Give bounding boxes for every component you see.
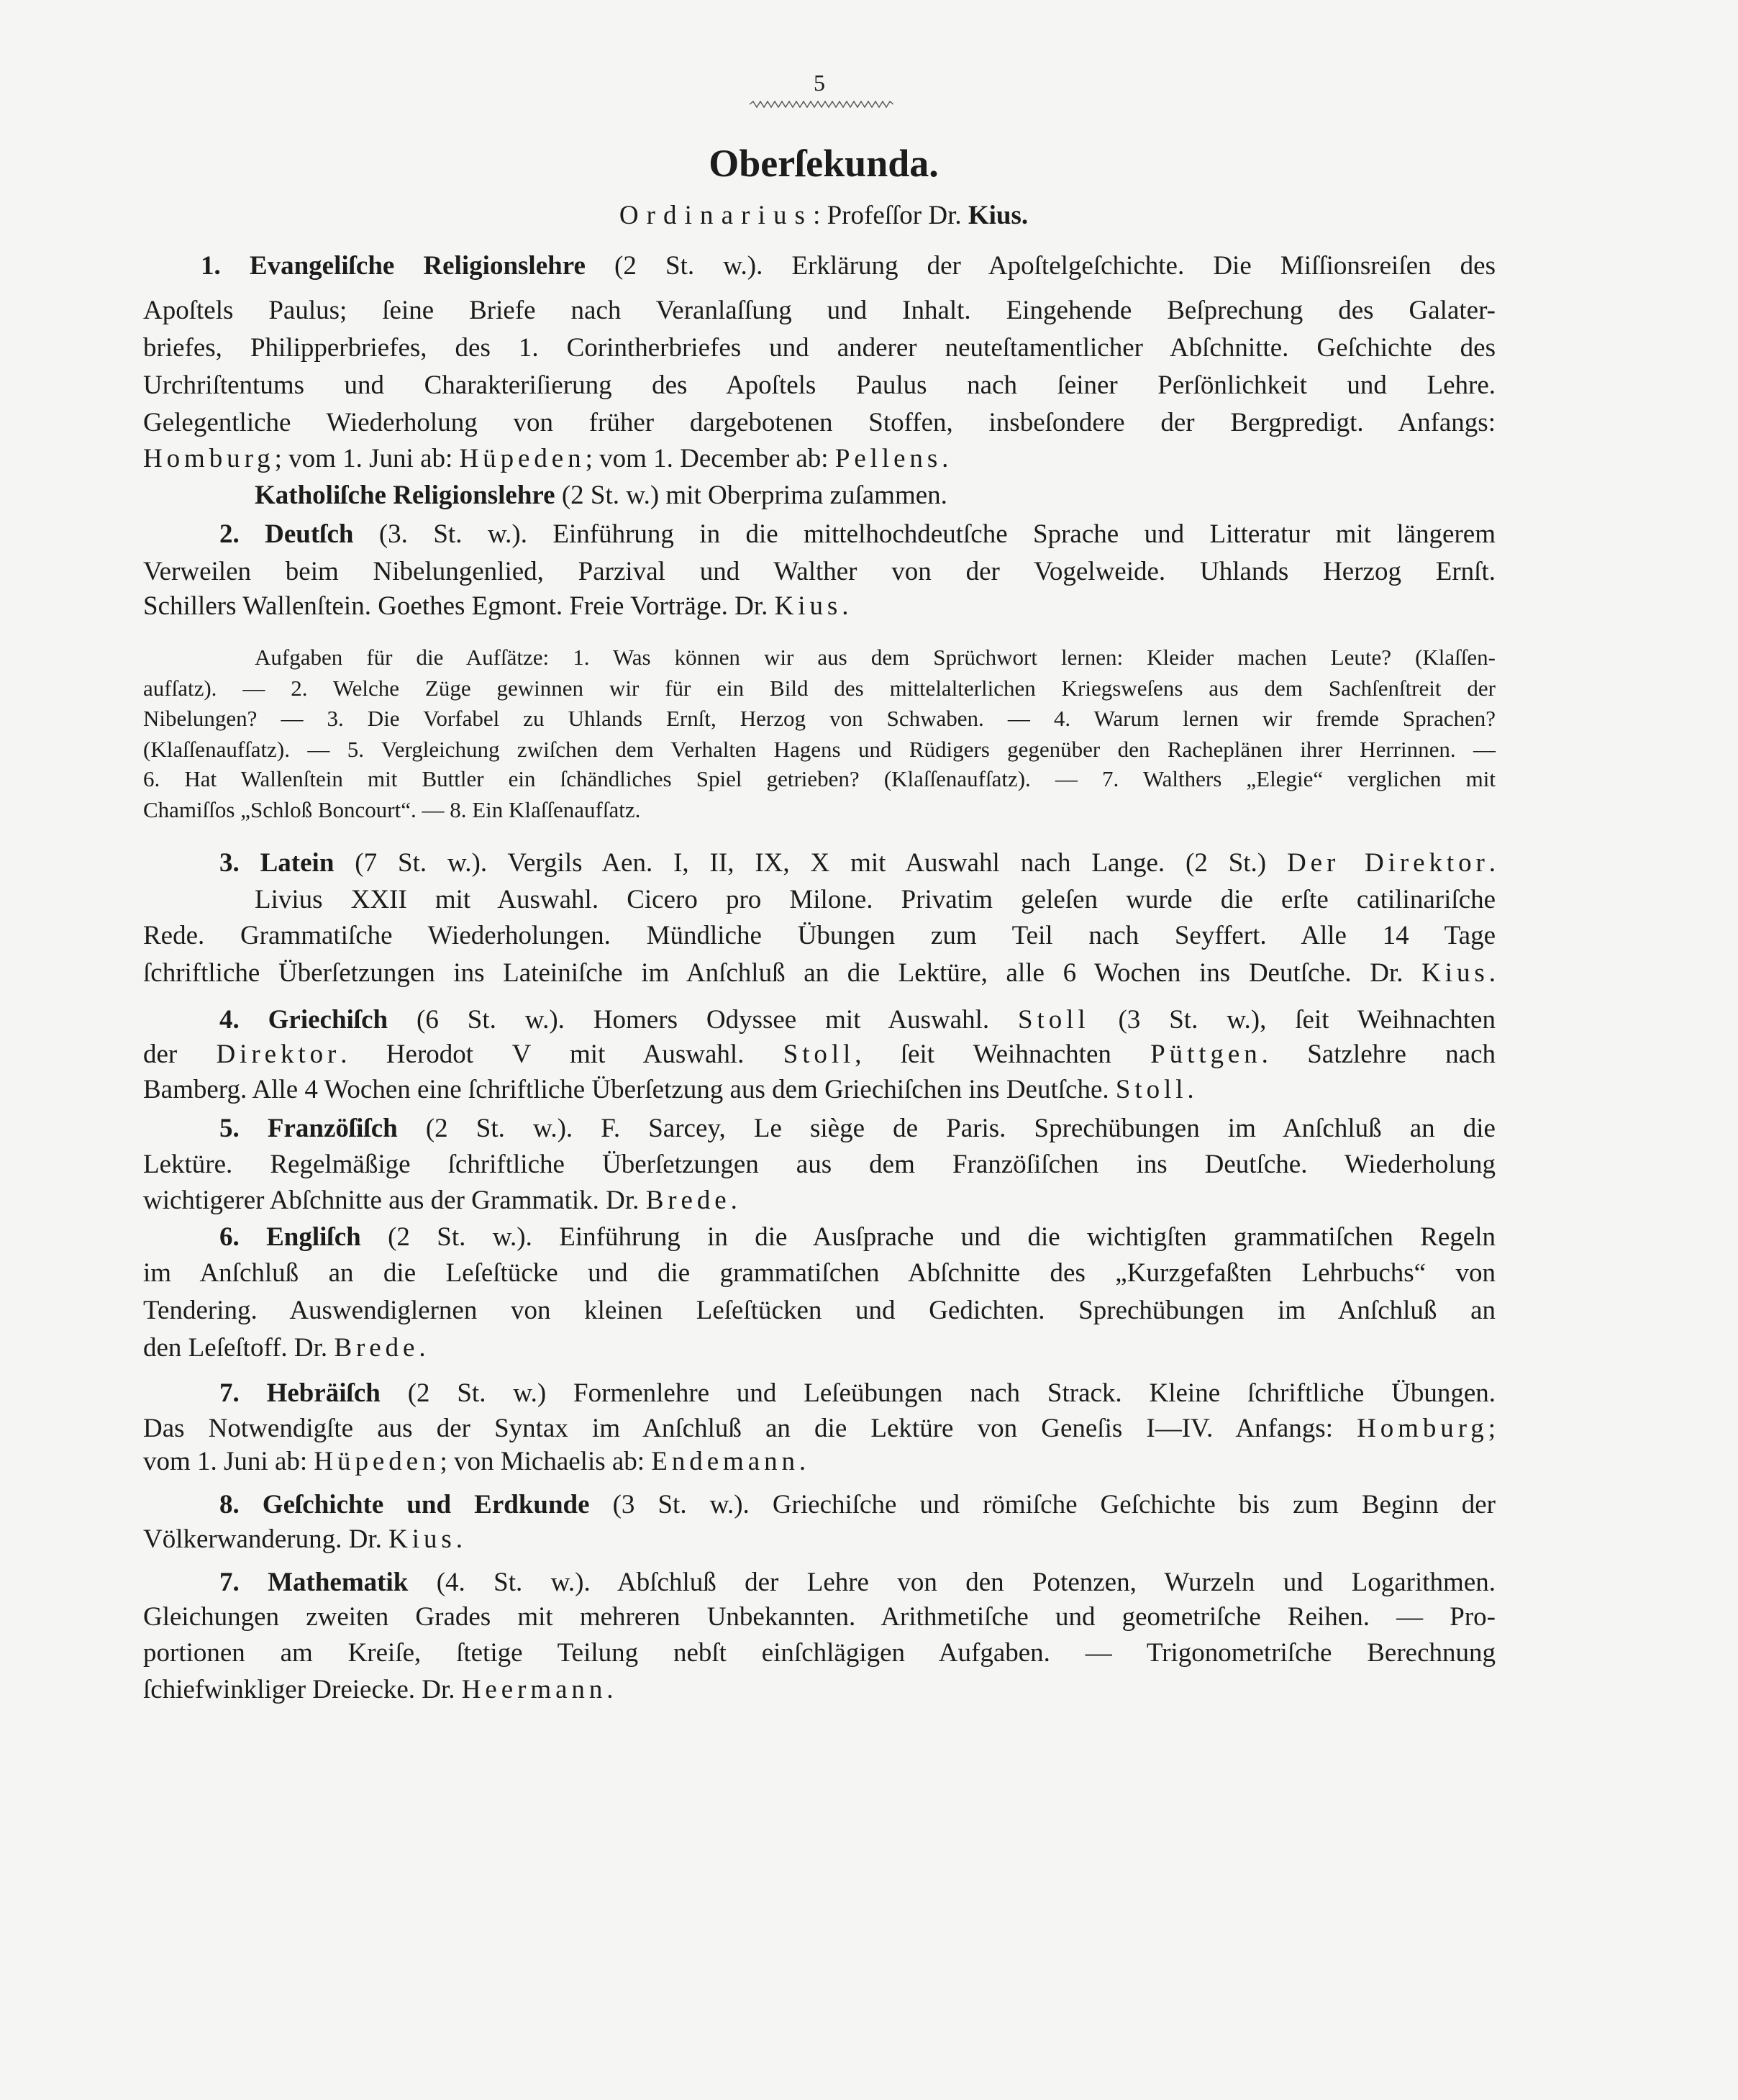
text-line <box>143 1183 1496 1218</box>
text-segment: ſchiefwinkliger Dreiecke. Dr. <box>143 1675 462 1704</box>
text-line <box>143 478 1496 513</box>
text-segment: . Herodot V mit Auswahl. <box>340 1040 783 1069</box>
text-segment: (2 St. w.). Einführung in die Ausſprache und die wichtigſten grammatiſchen Regeln <box>360 1222 1496 1252</box>
text-segment: Gelegentliche Wiederholung von früher dargebotenen Stoffen, insbeſondere der Bergpredigt. Anfangs: <box>143 408 1496 437</box>
text-line <box>143 1412 1496 1446</box>
text-segment: aufſatz). — 2. Welche Züge gewinnen wir für ein Bild des mittelalterlichen Kriegsweſens aus dem Sachſenſtreit der <box>143 676 1496 701</box>
text-segment: Tendering. Auswendiglernen von kleinen Leſeſtücken und Gedichten. Sprechübungen im Anſchluß an <box>143 1296 1496 1325</box>
text-line <box>143 442 1496 476</box>
teacher-name: Homburg <box>143 444 275 473</box>
text-line <box>143 764 1496 794</box>
text-segment: (2 St. w.). F. Sarcey, Le siège de Paris. Sprechübungen im Anſchluß an die <box>397 1114 1496 1143</box>
text-line <box>143 555 1496 589</box>
ordinarius-label: Ordinarius <box>619 201 814 230</box>
text-segment: . <box>1488 848 1496 878</box>
text-segment: . <box>942 444 949 473</box>
page-title: Oberſekunda. <box>709 142 939 185</box>
teacher-name: Püttgen <box>1150 1040 1262 1069</box>
text-segment: Chamiſſos „Schloß Boncourt“. — 8. Ein Klaſſenaufſatz. <box>143 797 641 822</box>
text-line <box>143 642 1496 673</box>
text-segment: (Klaſſenaufſatz). — 5. Vergleichung zwiſchen dem Verhalten Hagens und Rüdigers gegenüber den Racheplänen ihrer Herrinnen. — <box>143 737 1496 762</box>
text-segment: . <box>606 1675 614 1704</box>
text-line <box>143 589 1496 624</box>
text-line <box>143 1331 1496 1365</box>
text-segment: (3 St. w.), ſeit Weihnachten <box>1089 1005 1496 1035</box>
teacher-name: Hüpeden <box>314 1447 440 1476</box>
teacher-name: Homburg <box>1357 1414 1488 1443</box>
teacher-name: Pellens <box>834 444 942 473</box>
text-segment: . Satzlehre nach <box>1261 1040 1496 1069</box>
text-segment: ; vom 1. Juni ab: <box>274 444 460 473</box>
ornament-rule <box>750 99 893 110</box>
text-segment: (2 St. w.). Erklärung der Apoſtelgeſchichte. Die Miſſionsreiſen des <box>585 251 1496 281</box>
text-segment: (6 St. w.). Homers Odyssee mit Auswahl. <box>388 1005 1019 1035</box>
text-line <box>143 517 1496 552</box>
text-line <box>143 735 1496 765</box>
text-line <box>143 1522 1496 1557</box>
text-segment: Livius XXII mit Auswahl. Cicero pro Milone. Privatim geleſen wurde die erſte catilinariſche <box>255 885 1496 914</box>
text-segment: (7 St. w.). Vergils Aen. I, II, IX, X mit Auswahl nach Lange. (2 St.) <box>334 848 1288 878</box>
teacher-name: Direktor <box>216 1040 341 1069</box>
teacher-name: Stoll <box>1115 1075 1188 1104</box>
text-line <box>143 704 1496 734</box>
text-segment: . <box>730 1186 737 1215</box>
teacher-name: Endemann <box>651 1447 799 1476</box>
text-line <box>143 1256 1496 1291</box>
text-line <box>143 1565 1496 1600</box>
text-segment: . <box>842 591 849 621</box>
teacher-name: Brede <box>645 1186 731 1215</box>
text-segment: portionen am Kreiſe, ſtetige Teilung nebſt einſchlägigen Aufgaben. — Trigonometriſche Berechnung <box>143 1638 1496 1668</box>
page-number: 5 <box>814 70 825 96</box>
subject-heading: 5. Franzöſiſch <box>219 1114 398 1143</box>
text-line <box>143 1220 1496 1255</box>
text-line <box>143 294 1496 328</box>
text-segment: wichtigerer Abſchnitte aus der Grammatik. Dr. <box>143 1186 646 1215</box>
text-line <box>143 795 1496 825</box>
text-segment: Schillers Wallenſtein. Goethes Egmont. Freie Vorträge. Dr. <box>143 591 775 621</box>
text-segment: (4. St. w.). Abſchluß der Lehre von den Potenzen, Wurzeln und Logarithmen. <box>408 1568 1496 1597</box>
ordinarius-line <box>464 199 1183 233</box>
subject-heading: 2. Deutſch <box>219 519 354 549</box>
text-segment: ; <box>1488 1414 1496 1443</box>
text-line <box>143 883 1496 917</box>
teacher-name: Kius. <box>968 201 1029 230</box>
text-segment: Gleichungen zweiten Grades mit mehreren Unbekannten. Arithmetiſche und geometriſche Reihen. — Pro- <box>143 1602 1496 1632</box>
text-line <box>143 673 1496 704</box>
subject-heading: 8. Geſchichte und Erdkunde <box>219 1490 590 1519</box>
text-segment: 6. Hat Wallenſtein mit Buttler ein ſchändliches Spiel getrieben? (Klaſſenaufſatz). — 7. Walthers „Elegie“ verglichen mit <box>143 766 1496 791</box>
subject-heading: Katholiſche Religionslehre <box>255 481 555 510</box>
text-line <box>143 1636 1496 1671</box>
text-line <box>143 1147 1496 1182</box>
text-line <box>143 1003 1496 1037</box>
text-segment: im Anſchluß an die Leſeſtücke und die grammatiſchen Abſchnitte des „Kurzgefaßten Lehrbuchs“ von <box>143 1258 1496 1288</box>
text-line <box>143 368 1496 403</box>
text-segment: , ſeit Weihnachten <box>855 1040 1151 1069</box>
text-segment: (2 St. w.) mit Oberprima zuſammen. <box>555 481 947 510</box>
teacher-name: Hüpeden <box>459 444 586 473</box>
text-segment: . <box>1488 958 1496 988</box>
text-line <box>143 1488 1496 1522</box>
text-segment: Völkerwanderung. Dr. <box>143 1524 389 1554</box>
subject-heading: 3. Latein <box>219 848 335 878</box>
text-segment: Rede. Grammatiſche Wiederholungen. Mündliche Übungen zum Teil nach Seyffert. Alle 14 Tage <box>143 921 1496 950</box>
teacher-name: Stoll <box>1018 1005 1090 1035</box>
text-segment: der <box>143 1040 217 1069</box>
text-line <box>143 1037 1496 1072</box>
text-line <box>143 331 1496 365</box>
teacher-name: Stoll <box>783 1040 855 1069</box>
text-line <box>143 1073 1496 1107</box>
text-line <box>143 1600 1496 1635</box>
text-segment: Lektüre. Regelmäßige ſchriftliche Überſetzungen aus dem Franzöſiſchen ins Deutſche. Wiederholung <box>143 1150 1496 1179</box>
text-line <box>143 846 1496 881</box>
text-segment: den Leſeſtoff. Dr. <box>143 1333 335 1363</box>
teacher-name: Kius <box>774 591 842 621</box>
text-line <box>143 1294 1496 1328</box>
teacher-name: Brede <box>334 1333 419 1363</box>
text-segment: (3. St. w.). Einführung in die mittelhochdeutſche Sprache und Litteratur mit längerem <box>353 519 1496 549</box>
text-segment: (2 St. w.) Formenlehre und Leſeübungen nach Strack. Kleine ſchriftliche Übungen. <box>380 1378 1496 1408</box>
text-segment: briefes, Philipperbriefes, des 1. Corintherbriefes und anderer neuteſtamentlicher Abſchnitte. Geſchichte des <box>143 333 1496 363</box>
text-segment: Nibelungen? — 3. Die Vorfabel zu Uhlands Ernſt, Herzog von Schwaben. — 4. Warum lernen wir fremde Sprachen? <box>143 706 1496 731</box>
text-segment: ; von Michaelis ab: <box>440 1447 652 1476</box>
text-segment: : Profeſſor Dr. <box>813 201 968 230</box>
teacher-name: Kius <box>388 1524 456 1554</box>
subject-heading: 7. Hebräiſch <box>219 1378 381 1408</box>
teacher-name: Heermann <box>461 1675 607 1704</box>
subject-heading: 6. Engliſch <box>219 1222 361 1252</box>
text-line <box>143 919 1496 953</box>
text-line <box>143 1112 1496 1146</box>
text-line <box>143 1376 1496 1411</box>
text-segment: Das Notwendigſte aus der Syntax im Anſchluß an die Lektüre von Geneſis I—IV. Anfangs: <box>143 1414 1357 1443</box>
text-line <box>143 249 1496 283</box>
text-segment: Urchriſtentums und Charakteriſierung des Apoſtels Paulus nach ſeiner Perſönlichkeit und Lehre. <box>143 371 1496 400</box>
text-line <box>143 406 1496 440</box>
text-segment: Aufgaben für die Aufſätze: 1. Was können wir aus dem Sprüchwort lernen: Kleider machen Leute? (Klaſſen- <box>255 645 1496 670</box>
subject-heading: 1. Evangeliſche Religionslehre <box>201 251 586 281</box>
text-line <box>143 956 1496 991</box>
text-segment: . <box>419 1333 426 1363</box>
text-segment: ſchriftliche Überſetzungen ins Lateiniſche im Anſchluß an die Lektüre, alle 6 Wochen ins Deutſche. Dr. <box>143 958 1422 988</box>
text-segment: . <box>455 1524 463 1554</box>
subject-heading: 7. Mathematik <box>219 1568 409 1597</box>
text-segment: . <box>1187 1075 1194 1104</box>
teacher-name: Der Direktor <box>1287 848 1489 878</box>
text-segment: vom 1. Juni ab: <box>143 1447 314 1476</box>
text-segment: Bamberg. Alle 4 Wochen eine ſchriftliche Überſetzung aus dem Griechiſchen ins Deutſche. <box>143 1075 1116 1104</box>
subject-heading: 4. Griechiſch <box>219 1005 388 1035</box>
text-line <box>143 1673 1496 1707</box>
text-line <box>143 1445 1496 1479</box>
teacher-name: Kius <box>1421 958 1489 988</box>
text-segment: . <box>799 1447 806 1476</box>
text-segment: (3 St. w.). Griechiſche und römiſche Geſchichte bis zum Beginn der <box>589 1490 1496 1519</box>
text-segment: ; vom 1. December ab: <box>585 444 835 473</box>
text-segment: Apoſtels Paulus; ſeine Briefe nach Veranlaſſung und Inhalt. Eingehende Beſprechung des Galater- <box>143 296 1496 325</box>
text-segment: Verweilen beim Nibelungenlied, Parzival und Walther von der Vogelweide. Uhlands Herzog Ernſt. <box>143 557 1496 586</box>
